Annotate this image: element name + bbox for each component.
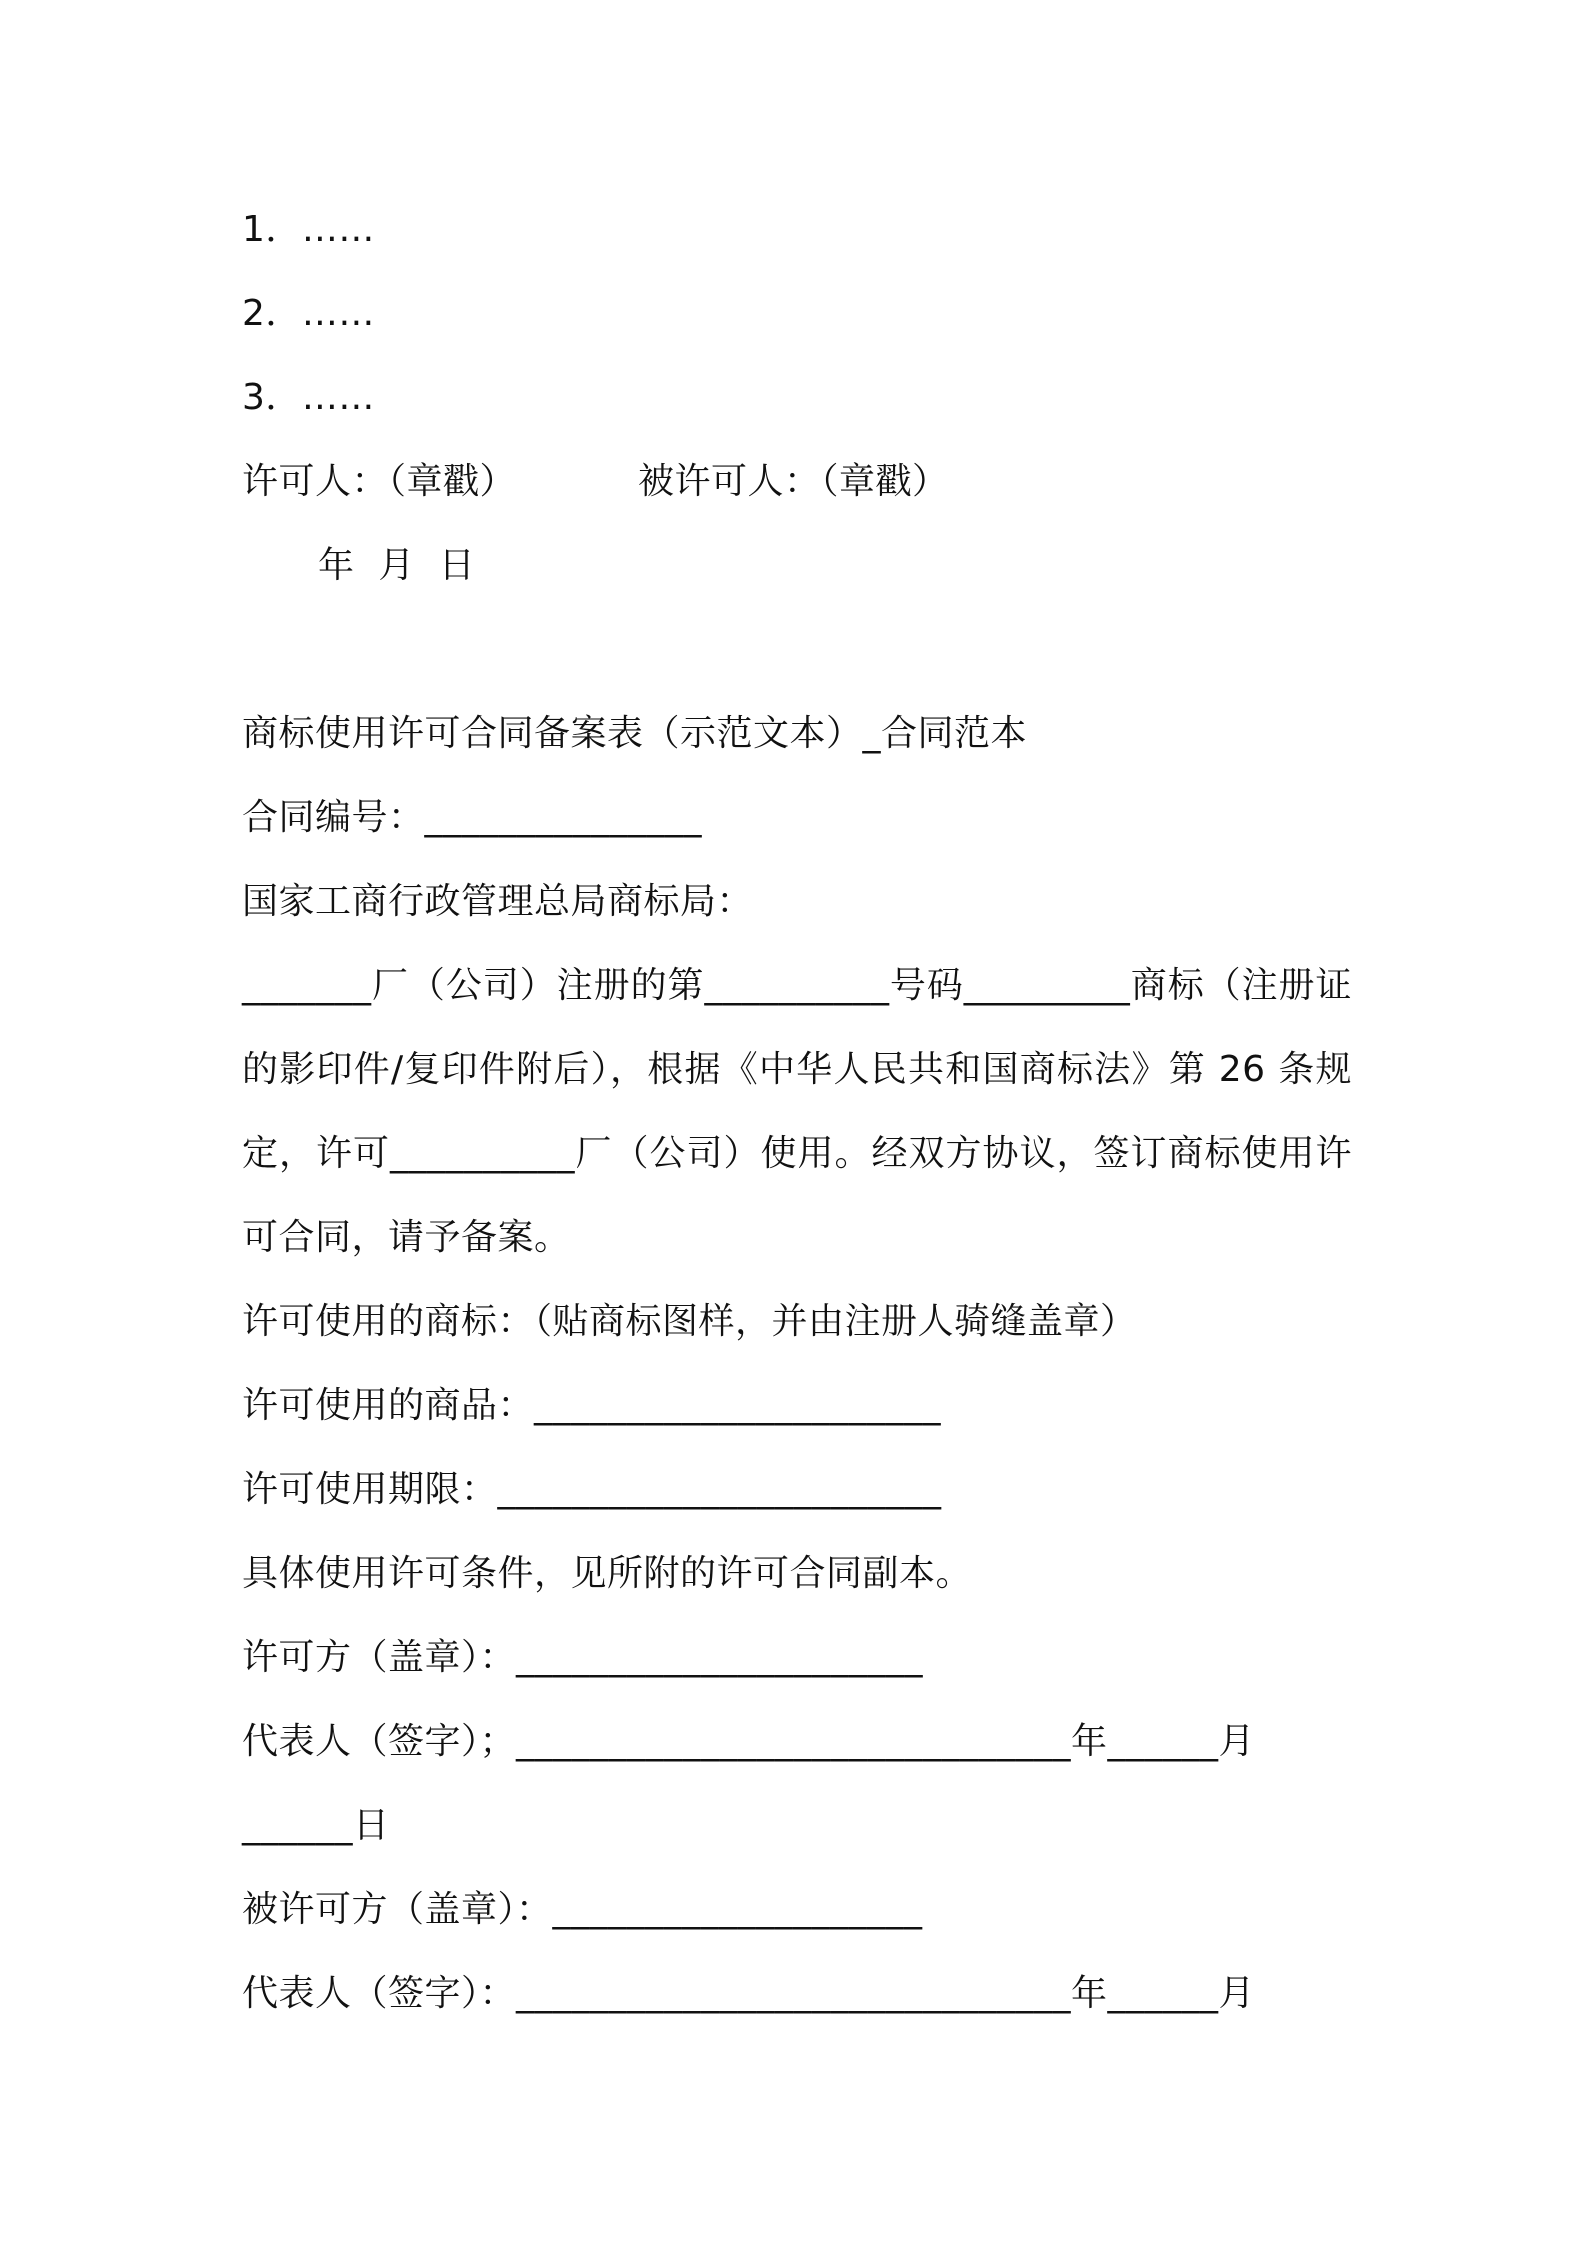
licensed-mark-line: 许可使用的商标：（贴商标图样，并由注册人骑缝盖章）	[242, 1301, 1137, 1342]
addressee: 国家工商行政管理总局商标局：	[242, 881, 754, 922]
list-item-3: 3．……	[242, 377, 375, 418]
licensee-representative-line: 代表人（签字）：______________________________年______月	[242, 1973, 1256, 2014]
licensor-seal-label: 许可人：（章戳）	[242, 461, 517, 502]
conditions-note: 具体使用许可条件，见所附的许可合同副本。	[242, 1553, 973, 1594]
body-paragraph: _______厂（公司）注册的第__________号码_________商标（注册证的影印件/复印件附后），根据《中华人民共和国商标法》第 26 条规定，许可__________厂（公司）使用。经双方协议，签订商标使用许可合同，请予备案。	[242, 965, 1352, 1258]
form-title: 商标使用许可合同备案表（示范文本）_合同范本	[242, 713, 1028, 754]
licensee-seal-line: 被许可方（盖章）：____________________	[242, 1889, 923, 1930]
licensed-term-line: 许可使用期限：________________________	[242, 1469, 942, 1510]
licensed-goods-line: 许可使用的商品：______________________	[242, 1385, 942, 1426]
licensor-representative-day: ______日	[242, 1805, 390, 1846]
list-item-2: 2．……	[242, 293, 375, 334]
licensor-seal-line: 许可方（盖章）：______________________	[242, 1637, 924, 1678]
list-item-1: 1．……	[242, 209, 375, 250]
licensee-seal-label: 被许可人：（章戳）	[638, 461, 949, 502]
contract-number: 合同编号：_______________	[242, 797, 703, 838]
licensor-representative-line: 代表人（签字）；______________________________年______月	[242, 1721, 1256, 1762]
signature-date: 年 月 日	[318, 545, 476, 586]
